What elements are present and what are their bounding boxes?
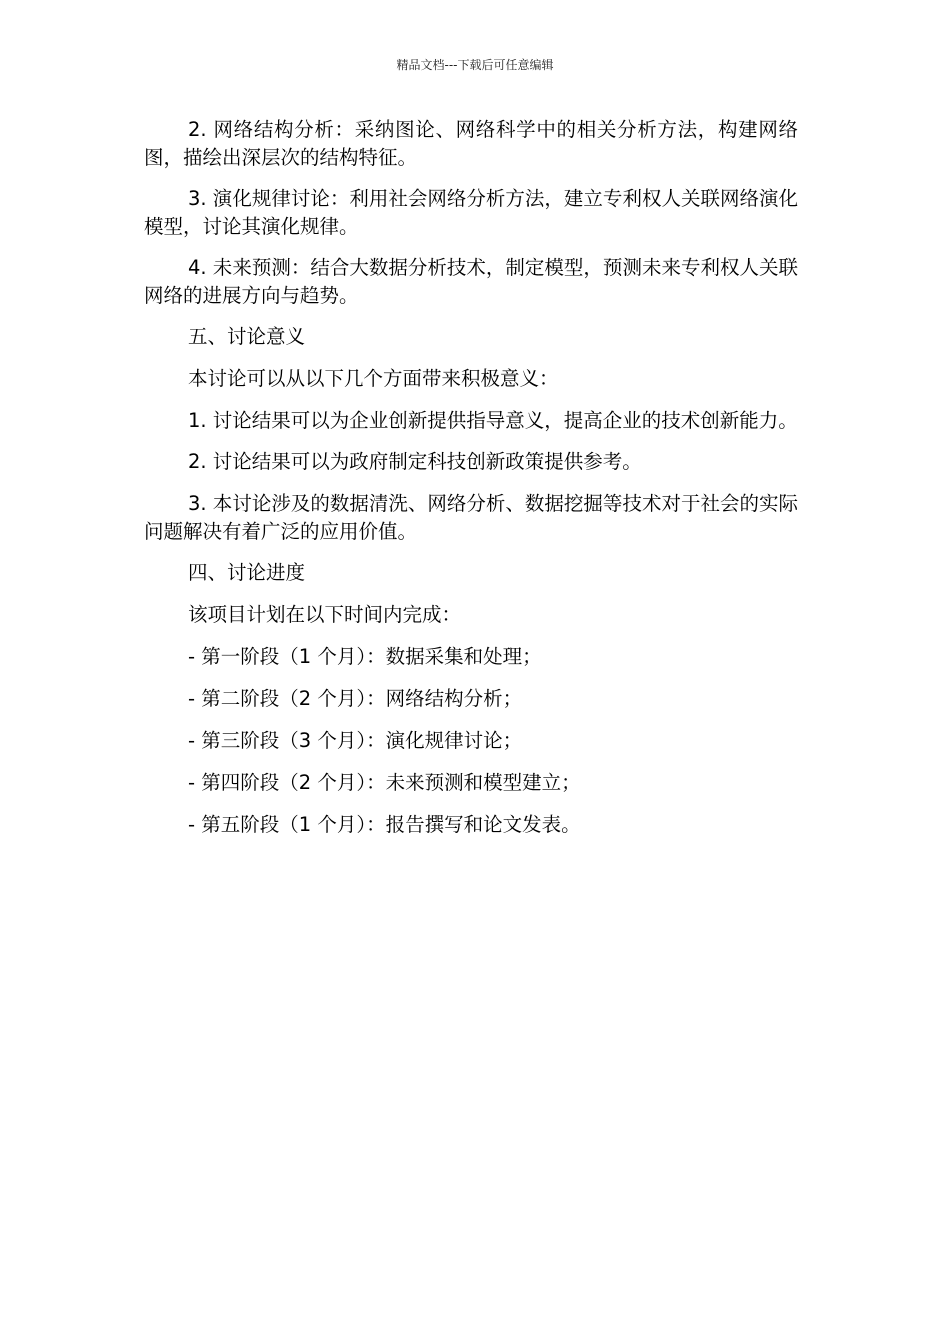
paragraph-network-structure: 2. 网络结构分析：采纳图论、网络科学中的相关分析方法，构建网络图，描绘出深层次的结构特征。 <box>144 118 798 169</box>
list-item-phase-2: - 第二阶段（2 个月）：网络结构分析； <box>188 687 523 710</box>
paragraph-progress-intro: 该项目计划在以下时间内完成： <box>188 603 462 626</box>
list-item-phase-3: - 第三阶段（3 个月）：演化规律讨论； <box>188 729 523 752</box>
paragraph-evolution-rules: 3. 演化规律讨论：利用社会网络分析方法，建立专利权人关联网络演化模型，讨论其演化规律。 <box>144 187 798 238</box>
section-heading-significance: 五、讨论意义 <box>188 325 306 348</box>
document-body <box>144 116 798 853</box>
list-item-phase-1: - 第一阶段（1 个月）：数据采集和处理； <box>188 645 542 668</box>
paragraph-significance-intro: 本讨论可以从以下几个方面带来积极意义： <box>188 367 559 390</box>
paragraph-significance-3: 3. 本讨论涉及的数据清洗、网络分析、数据挖掘等技术对于社会的实际问题解决有着广泛的应用价值。 <box>144 492 798 543</box>
paragraph-significance-1: 1. 讨论结果可以为企业创新提供指导意义，提高企业的技术创新能力。 <box>188 409 798 432</box>
paragraph-significance-2: 2. 讨论结果可以为政府制定科技创新政策提供参考。 <box>188 450 642 473</box>
page-header: 精品文档---下载后可任意编辑 <box>396 58 554 72</box>
section-heading-progress: 四、讨论进度 <box>188 561 306 584</box>
paragraph-future-prediction: 4. 未来预测：结合大数据分析技术，制定模型，预测未来专利权人关联网络的进展方向与趋势。 <box>144 256 798 307</box>
list-item-phase-4: - 第四阶段（2 个月）：未来预测和模型建立； <box>188 771 581 794</box>
list-item-phase-5: - 第五阶段（1 个月）：报告撰写和论文发表。 <box>188 813 581 836</box>
